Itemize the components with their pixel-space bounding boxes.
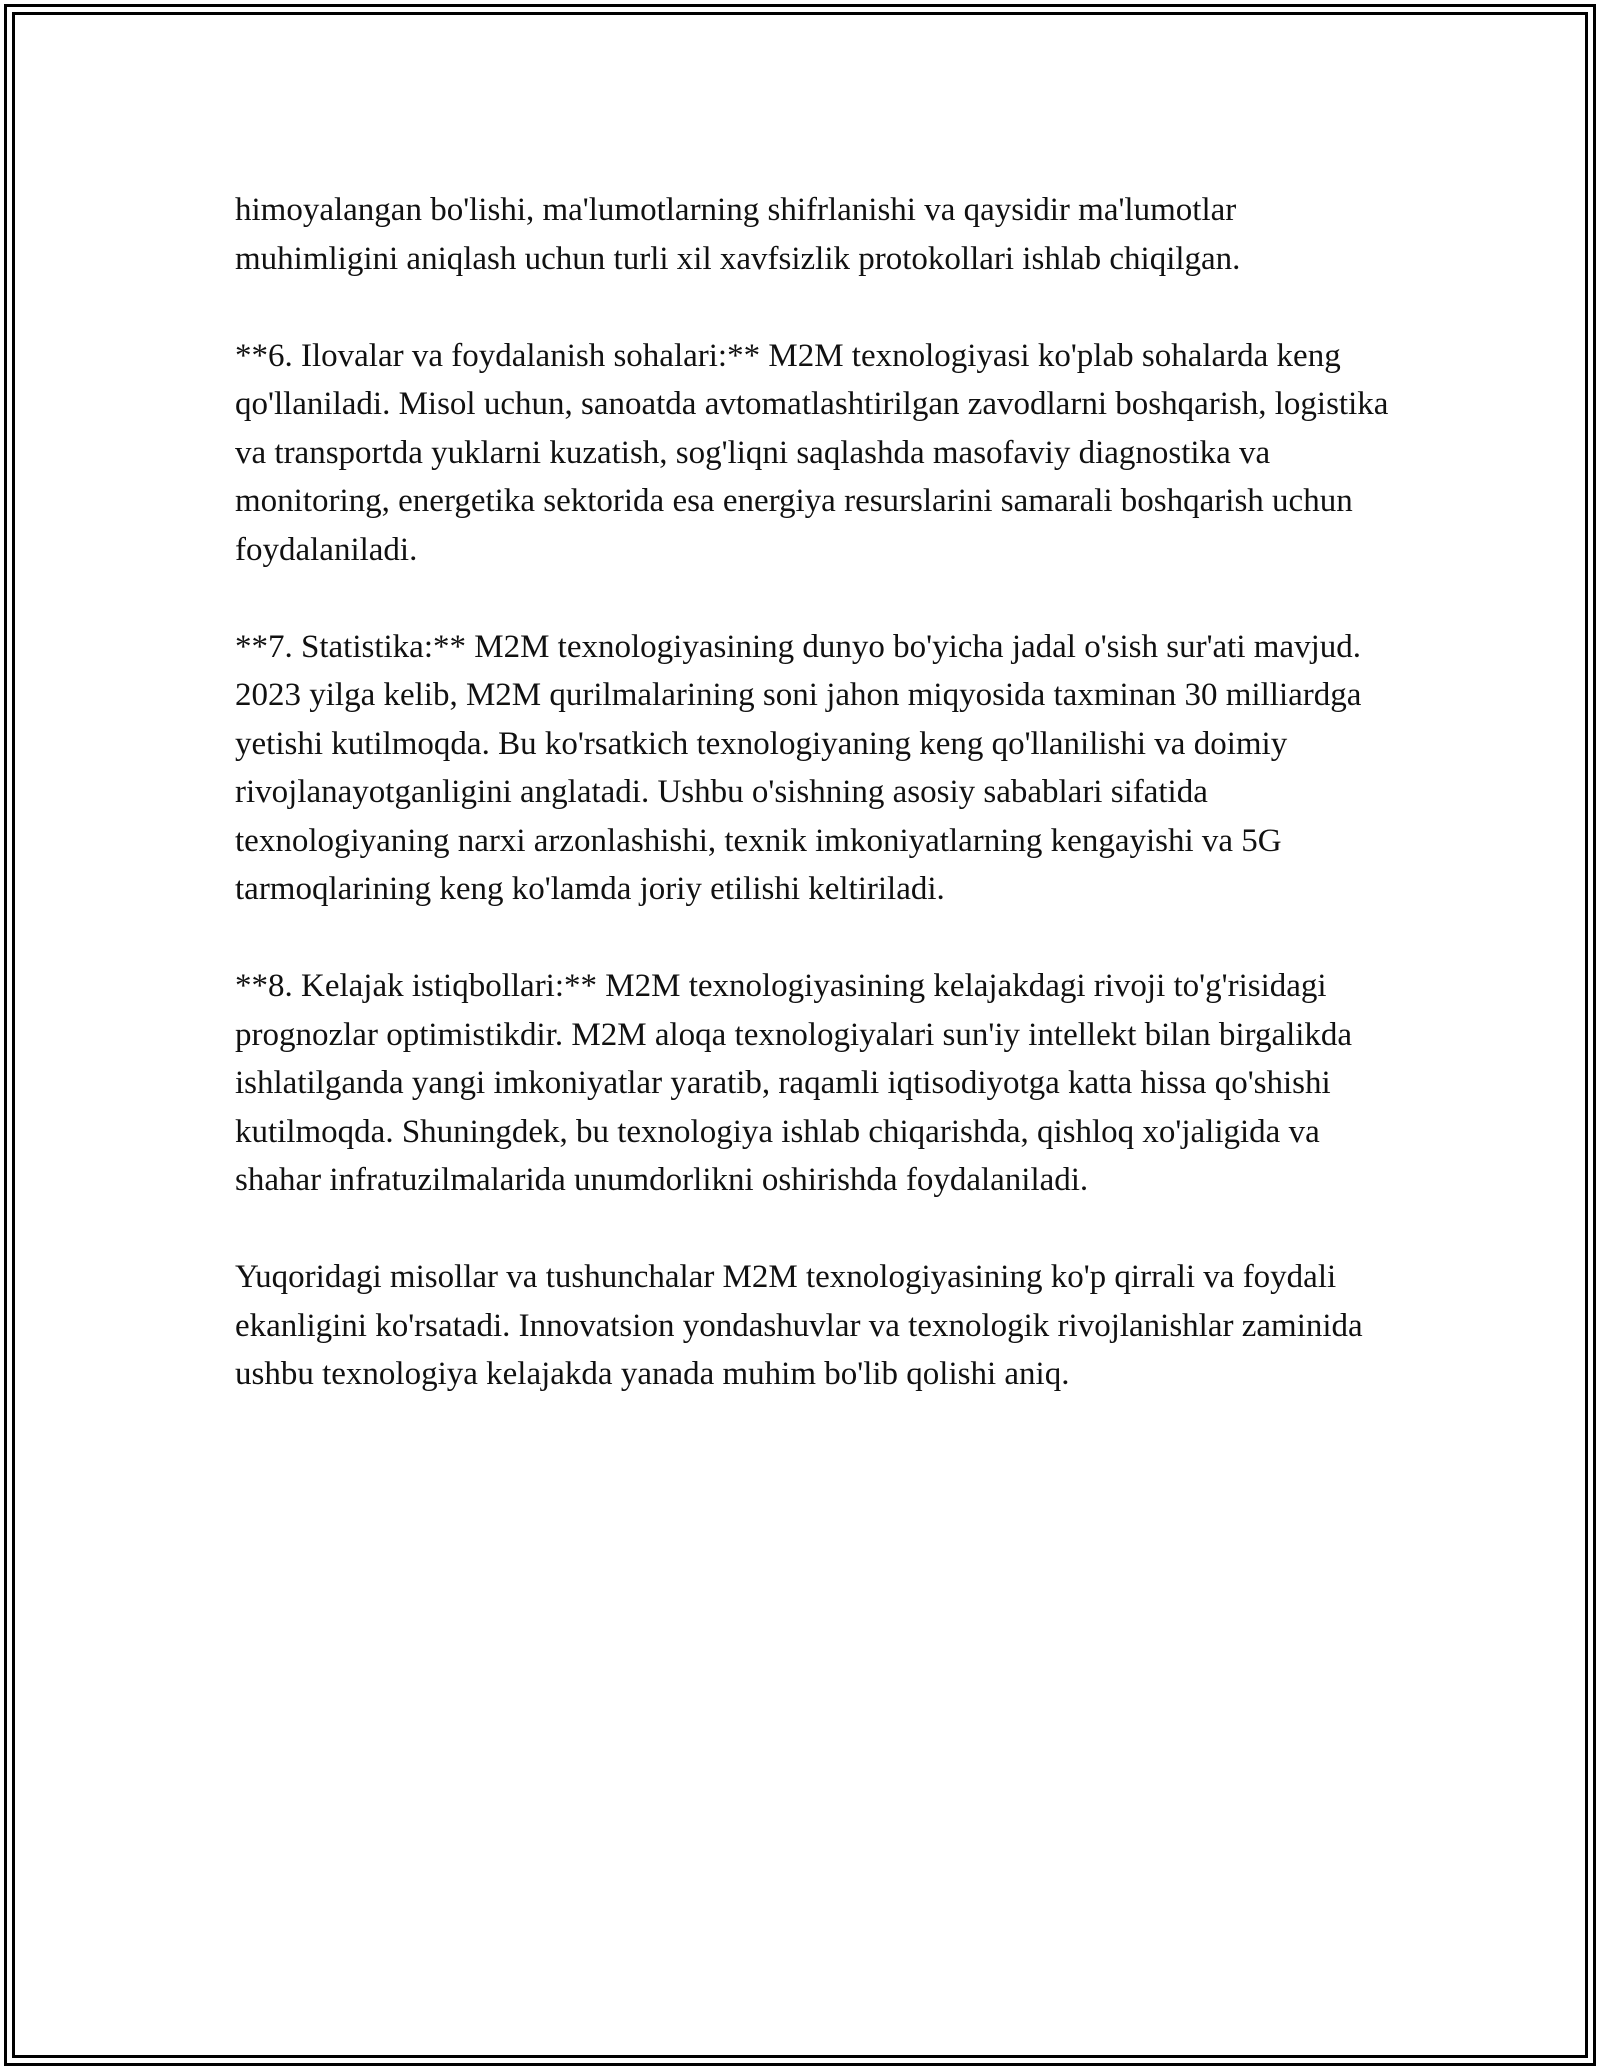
paragraph-conclusion: Yuqoridagi misollar va tushunchalar M2M texnologiyasining ko'p qirrali va foydali ekanligini ko'rsatadi. Innovatsion yondashuvlar va texnologik rivojlanishlar zaminida ushbu texnologiya kelajakda yanada muhim bo'lib qolishi aniq.: [235, 1259, 1363, 1392]
paragraph-applications: **6. Ilovalar va foydalanish sohalari:** M2M texnologiyasi ko'plab sohalarda keng qo'llaniladi. Misol uchun, sanoatda avtomatlashtirilgan zavodlarni boshqarish, logistika va transportda yuklarni kuzatish, sog'liqni saqlashda masofaviy diagnostika va monitoring, energetika sektorida esa energiya resurslarini samarali boshqarish uchun foydalaniladi.: [235, 337, 1389, 568]
paragraph-security-protocols: himoyalangan bo'lishi, ma'lumotlarning shifrlanishi va qaysidir ma'lumotlar muhimligini aniqlash uchun turli xil xavfsizlik protokollari ishlab chiqilgan.: [235, 192, 1241, 277]
paragraph-future-prospects: **8. Kelajak istiqbollari:** M2M texnologiyasining kelajakdagi rivoji to'g'risidagi prognozlar optimistikdir. M2M aloqa texnologiyalari sun'iy intellekt bilan birgalikda ishlatilganda yangi imkoniyatlar yaratib, raqamli iqtisodiyotga katta hissa qo'shishi kutilmoqda. Shuningdek, bu texnologiya ishlab chiqarishda, qishloq xo'jaligida va shahar infratuzilmalarida unumdorlikni oshirishda foydalaniladi.: [235, 968, 1353, 1198]
paragraph-statistics: **7. Statistika:** M2M texnologiyasining dunyo bo'yicha jadal o'sish sur'ati mavjud. 2023 yilga kelib, M2M qurilmalarining soni jahon miqyosida taxminan 30 milliardga yetishi kutilmoqda. Bu ko'rsatkich texnologiyaning keng qo'llanilishi va doimiy rivojlanayotganligini anglatadi. Ushbu o'sishning asosiy sabablari sifatida texnologiyaning narxi arzonlashishi, texnik imkoniyatlarning kengayishi va 5G tarmoqlarining keng ko'lamda joriy etilishi keltiriladi.: [235, 628, 1362, 907]
document-body: [235, 186, 1395, 1447]
